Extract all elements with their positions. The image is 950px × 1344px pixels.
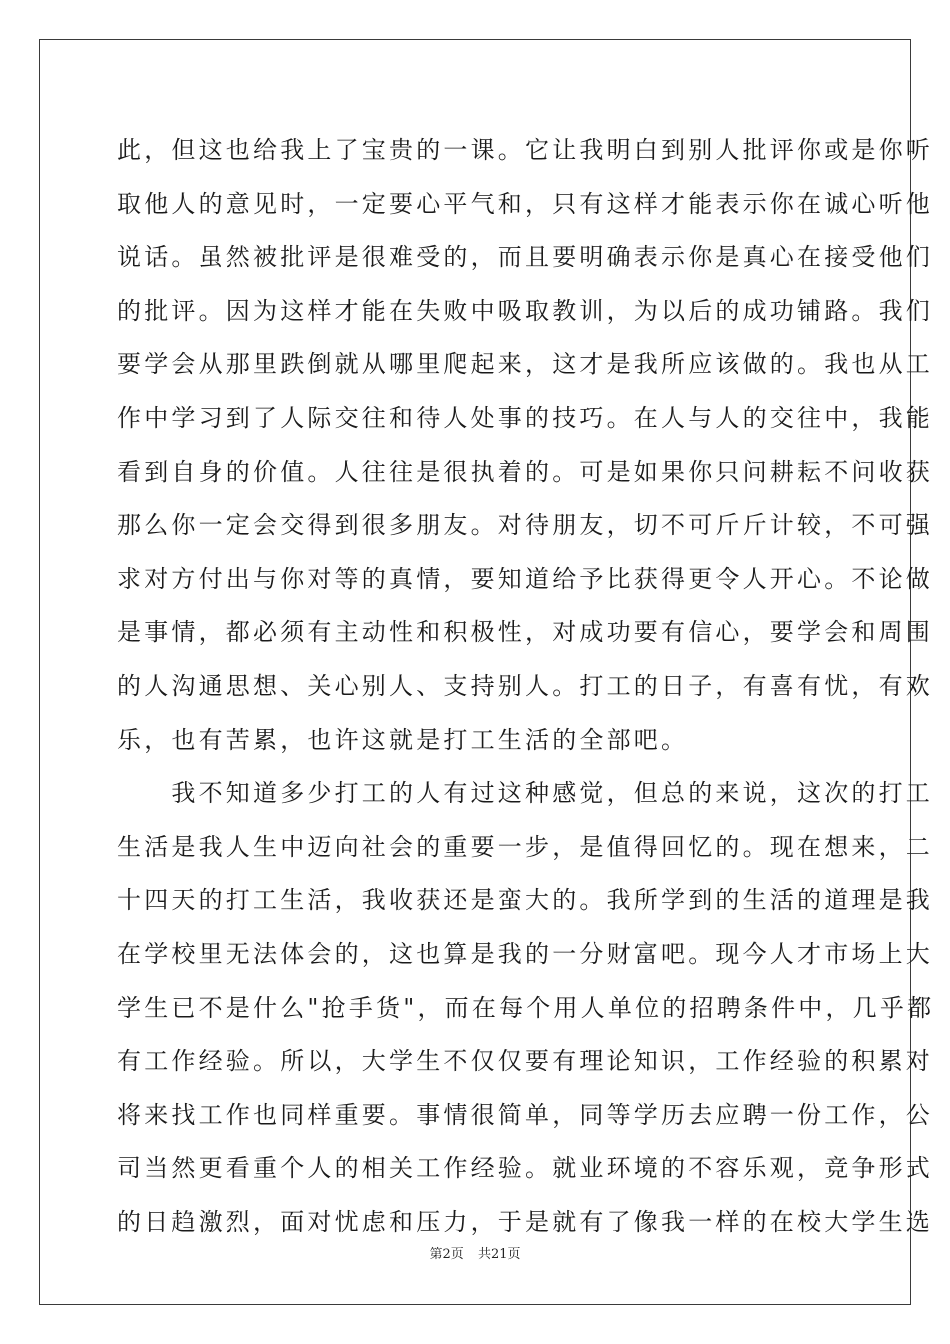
text-line: 我不知道多少打工的人有过这种感觉，但总的来说，这次的打工 (117, 779, 933, 808)
page-total: 共21页 (477, 1247, 521, 1262)
text-line: 有工作经验。所以，大学生不仅仅要有理论知识，工作经验的积累对 (117, 1047, 933, 1076)
text-line: 十四天的打工生活，我收获还是蛮大的。我所学到的生活的道理是我 (117, 886, 933, 915)
text-line: 那么你一定会交得到很多朋友。对待朋友，切不可斤斤计较，不可强 (117, 511, 933, 540)
text-line: 取他人的意见时，一定要心平气和，只有这样才能表示你在诚心听他 (117, 189, 933, 218)
text-line: 要学会从那里跌倒就从哪里爬起来，这才是我所应该做的。我也从工 (117, 350, 933, 379)
paragraph-1 (117, 124, 933, 767)
paragraph-2 (117, 767, 935, 1249)
text-line: 说话。虽然被批评是很难受的，而且要明确表示你是真心在接受他们 (117, 243, 933, 272)
text-line: 在学校里无法体会的，这也算是我的一分财富吧。现今人才市场上大 (117, 939, 933, 968)
text-line: 乐，也有苦累，也许这就是打工生活的全部吧。 (117, 725, 689, 754)
text-line: 此，但这也给我上了宝贵的一课。它让我明白到别人批评你或是你听 (117, 136, 933, 164)
text-line: 求对方付出与你对等的真情，要知道给予比获得更令人开心。不论做 (117, 564, 933, 593)
page-number: 第2页 (429, 1247, 464, 1262)
text-line: 的日趋激烈，面对忧虑和压力，于是就有了像我一样的在校大学生选 (117, 1207, 933, 1236)
text-line: 生活是我人生中迈向社会的重要一步，是值得回忆的。现在想来，二 (117, 832, 933, 861)
document-body (117, 124, 935, 1249)
text-line: 的人沟通思想、关心别人、支持别人。打工的日子，有喜有忧，有欢 (117, 671, 933, 700)
text-line: 的批评。因为这样才能在失败中吸取教训，为以后的成功铺路。我们 (117, 296, 933, 325)
text-line: 学生已不是什么"抢手货"，而在每个用人单位的招聘条件中，几乎都 (117, 993, 935, 1022)
text-line: 是事情，都必须有主动性和积极性，对成功要有信心，要学会和周围 (117, 618, 933, 647)
text-line: 将来找工作也同样重要。事情很简单，同等学历去应聘一份工作，公 (117, 1100, 933, 1129)
text-line: 司当然更看重个人的相关工作经验。就业环境的不容乐观，竞争形式 (117, 1154, 933, 1183)
text-line: 看到自身的价值。人往往是很执着的。可是如果你只问耕耘不问收获 (117, 457, 933, 486)
page-footer (0, 1243, 950, 1262)
text-line: 作中学习到了人际交往和待人处事的技巧。在人与人的交往中，我能 (117, 403, 933, 432)
